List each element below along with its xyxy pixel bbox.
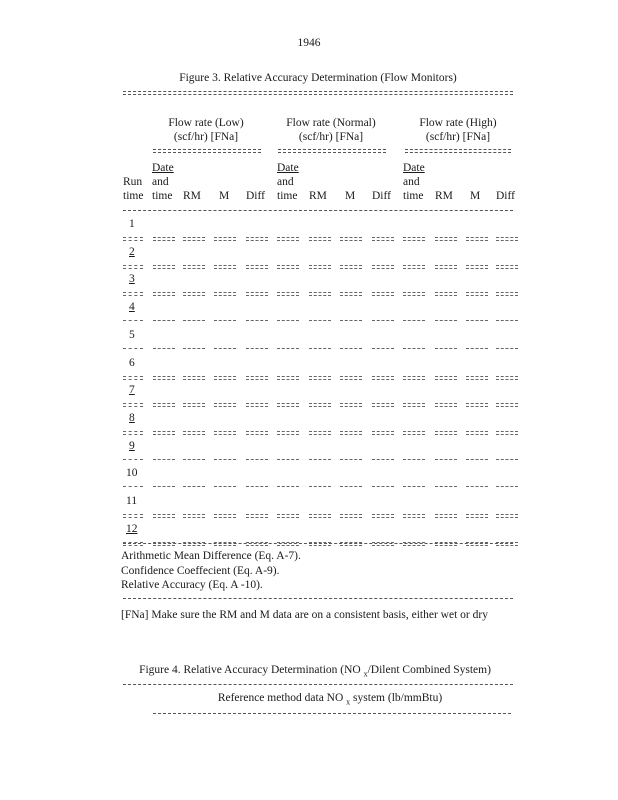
blank-cell (277, 292, 299, 296)
blank-cell (246, 292, 268, 296)
date-line1: Date (403, 162, 425, 174)
figure3-title: Figure 3. Relative Accuracy Determination (Flow Monitors) (179, 72, 457, 84)
blank-cell (246, 376, 268, 380)
blank-cell (496, 514, 518, 518)
blank-cell (466, 514, 488, 518)
blank-cell (435, 376, 457, 380)
run-number: 2 (129, 245, 135, 258)
run-rule (123, 403, 143, 407)
blank-cell (340, 459, 362, 460)
blank-cell (403, 431, 425, 435)
blank-cell (403, 348, 425, 349)
date-line1: Date (152, 162, 174, 174)
blank-cell (466, 237, 488, 241)
blank-cell (466, 265, 488, 269)
blank-cell (340, 292, 362, 296)
normal-rm-header: RM (309, 190, 327, 202)
blank-cell (214, 486, 236, 487)
run-header-line2: time (123, 190, 144, 202)
blank-cell (153, 292, 175, 296)
blank-cell (496, 431, 518, 435)
group-low-line2: (scf/hr) [FNa] (173, 131, 239, 143)
figure4-subtitle-sub: x (346, 697, 351, 707)
run-rule (123, 348, 143, 349)
run-header-line1: Run (123, 176, 143, 188)
blank-cell (214, 431, 236, 435)
blank-cell (183, 320, 205, 321)
blank-cell (496, 403, 518, 407)
blank-cell (153, 431, 175, 435)
blank-cell (466, 431, 488, 435)
blank-cell (403, 265, 425, 269)
run-number: 7 (129, 384, 135, 397)
blank-cell (277, 265, 299, 269)
blank-cell (277, 348, 299, 349)
figure4-subtitle-end: system (lb/mmBtu) (350, 692, 443, 704)
blank-cell (277, 320, 299, 321)
blank-cell (496, 376, 518, 380)
run-rule (123, 431, 143, 435)
blank-cell (372, 514, 394, 518)
blank-cell (246, 320, 268, 321)
run-number: 1 (129, 218, 135, 230)
blank-cell (309, 348, 331, 349)
blank-cell (277, 431, 299, 435)
summary-rule (123, 543, 513, 544)
blank-cell (496, 237, 518, 241)
blank-cell (340, 514, 362, 518)
blank-cell (214, 514, 236, 518)
blank-cell (403, 376, 425, 380)
blank-cell (153, 265, 175, 269)
run-rule (123, 320, 143, 321)
blank-cell (309, 237, 331, 241)
blank-cell (435, 514, 457, 518)
footnote-fna: [FNa] Make sure the RM and M data are on a consistent basis, either wet or dry (121, 609, 488, 621)
run-rule (123, 486, 143, 487)
date-line2: and (152, 176, 169, 188)
blank-cell (214, 376, 236, 380)
summary-confidence-coefficient: Confidence Coeffecient (Eq. A-9). (121, 564, 280, 577)
blank-cell (246, 431, 268, 435)
date-line1: Date (277, 162, 299, 174)
blank-cell (183, 431, 205, 435)
run-number: 12 (126, 522, 138, 535)
blank-cell (372, 320, 394, 321)
run-number: 10 (126, 467, 138, 480)
blank-cell (309, 265, 331, 269)
high-date-header (403, 161, 425, 203)
blank-cell (246, 237, 268, 241)
blank-cell (496, 292, 518, 296)
header-bottom-rule (123, 210, 513, 211)
blank-cell (466, 486, 488, 487)
run-number: 11 (126, 495, 138, 507)
date-line3: time (403, 190, 424, 202)
blank-cell (214, 403, 236, 407)
blank-cell (403, 403, 425, 407)
blank-cell (466, 403, 488, 407)
blank-cell (403, 514, 425, 518)
title-rule (123, 91, 513, 95)
blank-cell (246, 486, 268, 487)
high-rm-header: RM (435, 190, 453, 202)
run-time-header (123, 175, 143, 203)
page-number: 1946 (297, 37, 321, 49)
blank-cell (153, 320, 175, 321)
blank-cell (277, 459, 299, 460)
group-normal-line1: Flow rate (Normal) (286, 117, 376, 129)
group-high-line2: (scf/hr) [FNa] (425, 131, 491, 143)
blank-cell (496, 348, 518, 349)
blank-cell (435, 292, 457, 296)
run-rule (123, 292, 143, 296)
blank-cell (153, 403, 175, 407)
blank-cell (246, 265, 268, 269)
blank-cell (340, 376, 362, 380)
blank-cell (466, 348, 488, 349)
blank-cell (435, 431, 457, 435)
low-date-header (152, 161, 174, 203)
blank-cell (372, 403, 394, 407)
blank-cell (403, 237, 425, 241)
blank-cell (309, 320, 331, 321)
blank-cell (496, 265, 518, 269)
blank-cell (435, 237, 457, 241)
blank-cell (435, 348, 457, 349)
blank-cell (496, 486, 518, 487)
blank-cell (309, 403, 331, 407)
blank-cell (153, 376, 175, 380)
blank-cell (435, 459, 457, 460)
blank-cell (214, 320, 236, 321)
run-number: 8 (129, 411, 135, 424)
figure4-title-sub: x (363, 669, 368, 679)
summary-block (121, 549, 301, 593)
blank-cell (214, 265, 236, 269)
blank-cell (496, 459, 518, 460)
run-number: 3 (129, 273, 135, 286)
blank-cell (246, 403, 268, 407)
group-low-header (150, 116, 262, 144)
blank-cell (214, 459, 236, 460)
blank-cell (183, 237, 205, 241)
run-number: 6 (129, 356, 135, 369)
run-rule (123, 237, 143, 241)
blank-cell (403, 486, 425, 487)
group-high-header (402, 116, 514, 144)
blank-cell (214, 237, 236, 241)
run-number: 4 (129, 301, 135, 314)
blank-cell (372, 265, 394, 269)
blank-cell (435, 320, 457, 321)
group-high-line1: Flow rate (High) (419, 117, 497, 129)
blank-cell (340, 403, 362, 407)
blank-cell (340, 486, 362, 487)
group-normal-rule (278, 149, 386, 153)
blank-cell (340, 348, 362, 349)
normal-date-header (277, 161, 299, 203)
blank-cell (309, 486, 331, 487)
blank-cell (214, 292, 236, 296)
blank-cell (183, 486, 205, 487)
blank-cell (309, 292, 331, 296)
blank-cell (340, 431, 362, 435)
figure4-rule (123, 684, 513, 685)
blank-cell (372, 348, 394, 349)
blank-cell (277, 237, 299, 241)
group-high-rule (405, 149, 511, 153)
blank-cell (466, 459, 488, 460)
summary-relative-accuracy: Relative Accuracy (Eq. A -10). (121, 579, 263, 591)
group-low-line1: Flow rate (Low) (168, 117, 244, 129)
blank-cell (340, 320, 362, 321)
blank-cell (372, 237, 394, 241)
blank-cell (309, 459, 331, 460)
blank-cell (183, 514, 205, 518)
blank-cell (277, 486, 299, 487)
blank-cell (183, 376, 205, 380)
figure4-subtitle-rule (153, 713, 511, 714)
blank-cell (246, 514, 268, 518)
blank-cell (466, 376, 488, 380)
blank-cell (435, 486, 457, 487)
blank-cell (277, 376, 299, 380)
blank-cell (183, 348, 205, 349)
blank-cell (466, 292, 488, 296)
blank-cell (183, 459, 205, 460)
blank-cell (403, 459, 425, 460)
blank-cell (309, 431, 331, 435)
normal-m-header: M (345, 190, 356, 202)
blank-cell (309, 514, 331, 518)
blank-cell (403, 320, 425, 321)
low-m-header: M (219, 190, 230, 202)
blank-cell (372, 292, 394, 296)
blank-cell (466, 320, 488, 321)
high-m-header: M (470, 190, 481, 202)
summary-bottom-rule (123, 598, 513, 599)
blank-cell (277, 403, 299, 407)
normal-diff-header: Diff (372, 190, 391, 202)
blank-cell (153, 237, 175, 241)
high-diff-header: Diff (496, 190, 515, 202)
blank-cell (153, 459, 175, 460)
blank-cell (435, 265, 457, 269)
blank-cell (246, 459, 268, 460)
run-number: 9 (129, 439, 135, 452)
blank-cell (309, 376, 331, 380)
blank-cell (372, 459, 394, 460)
date-line2: and (277, 176, 294, 188)
blank-cell (340, 265, 362, 269)
date-line3: time (152, 190, 173, 202)
group-normal-header (275, 116, 387, 144)
summary-mean-difference: Arithmetic Mean Difference (Eq. A-7). (121, 550, 301, 562)
low-diff-header: Diff (246, 190, 265, 202)
figure4-subtitle-text: Reference method data NO (217, 692, 344, 704)
blank-cell (372, 486, 394, 487)
blank-cell (496, 320, 518, 321)
blank-cell (153, 486, 175, 487)
blank-cell (183, 265, 205, 269)
blank-cell (403, 292, 425, 296)
figure4-title (110, 664, 520, 678)
blank-cell (183, 292, 205, 296)
blank-cell (214, 348, 236, 349)
date-line3: time (277, 190, 298, 202)
figure4-title-text: Figure 4. Relative Accuracy Determination (NO (139, 664, 361, 676)
blank-cell (183, 403, 205, 407)
group-low-rule (153, 149, 261, 153)
date-line2: and (403, 176, 420, 188)
low-rm-header: RM (183, 190, 201, 202)
run-rule (123, 514, 143, 518)
run-number: 5 (129, 328, 135, 341)
blank-cell (340, 237, 362, 241)
blank-cell (372, 431, 394, 435)
blank-cell (246, 348, 268, 349)
blank-cell (435, 403, 457, 407)
run-rule (123, 265, 143, 269)
figure4-title-end: /Dilent Combined System) (367, 664, 491, 676)
blank-cell (372, 376, 394, 380)
run-rule (123, 376, 143, 380)
blank-cell (277, 514, 299, 518)
run-rule (123, 459, 143, 460)
group-normal-line2: (scf/hr) [FNa] (298, 131, 364, 143)
figure4-subtitle (150, 692, 510, 706)
blank-cell (153, 514, 175, 518)
blank-cell (153, 348, 175, 349)
